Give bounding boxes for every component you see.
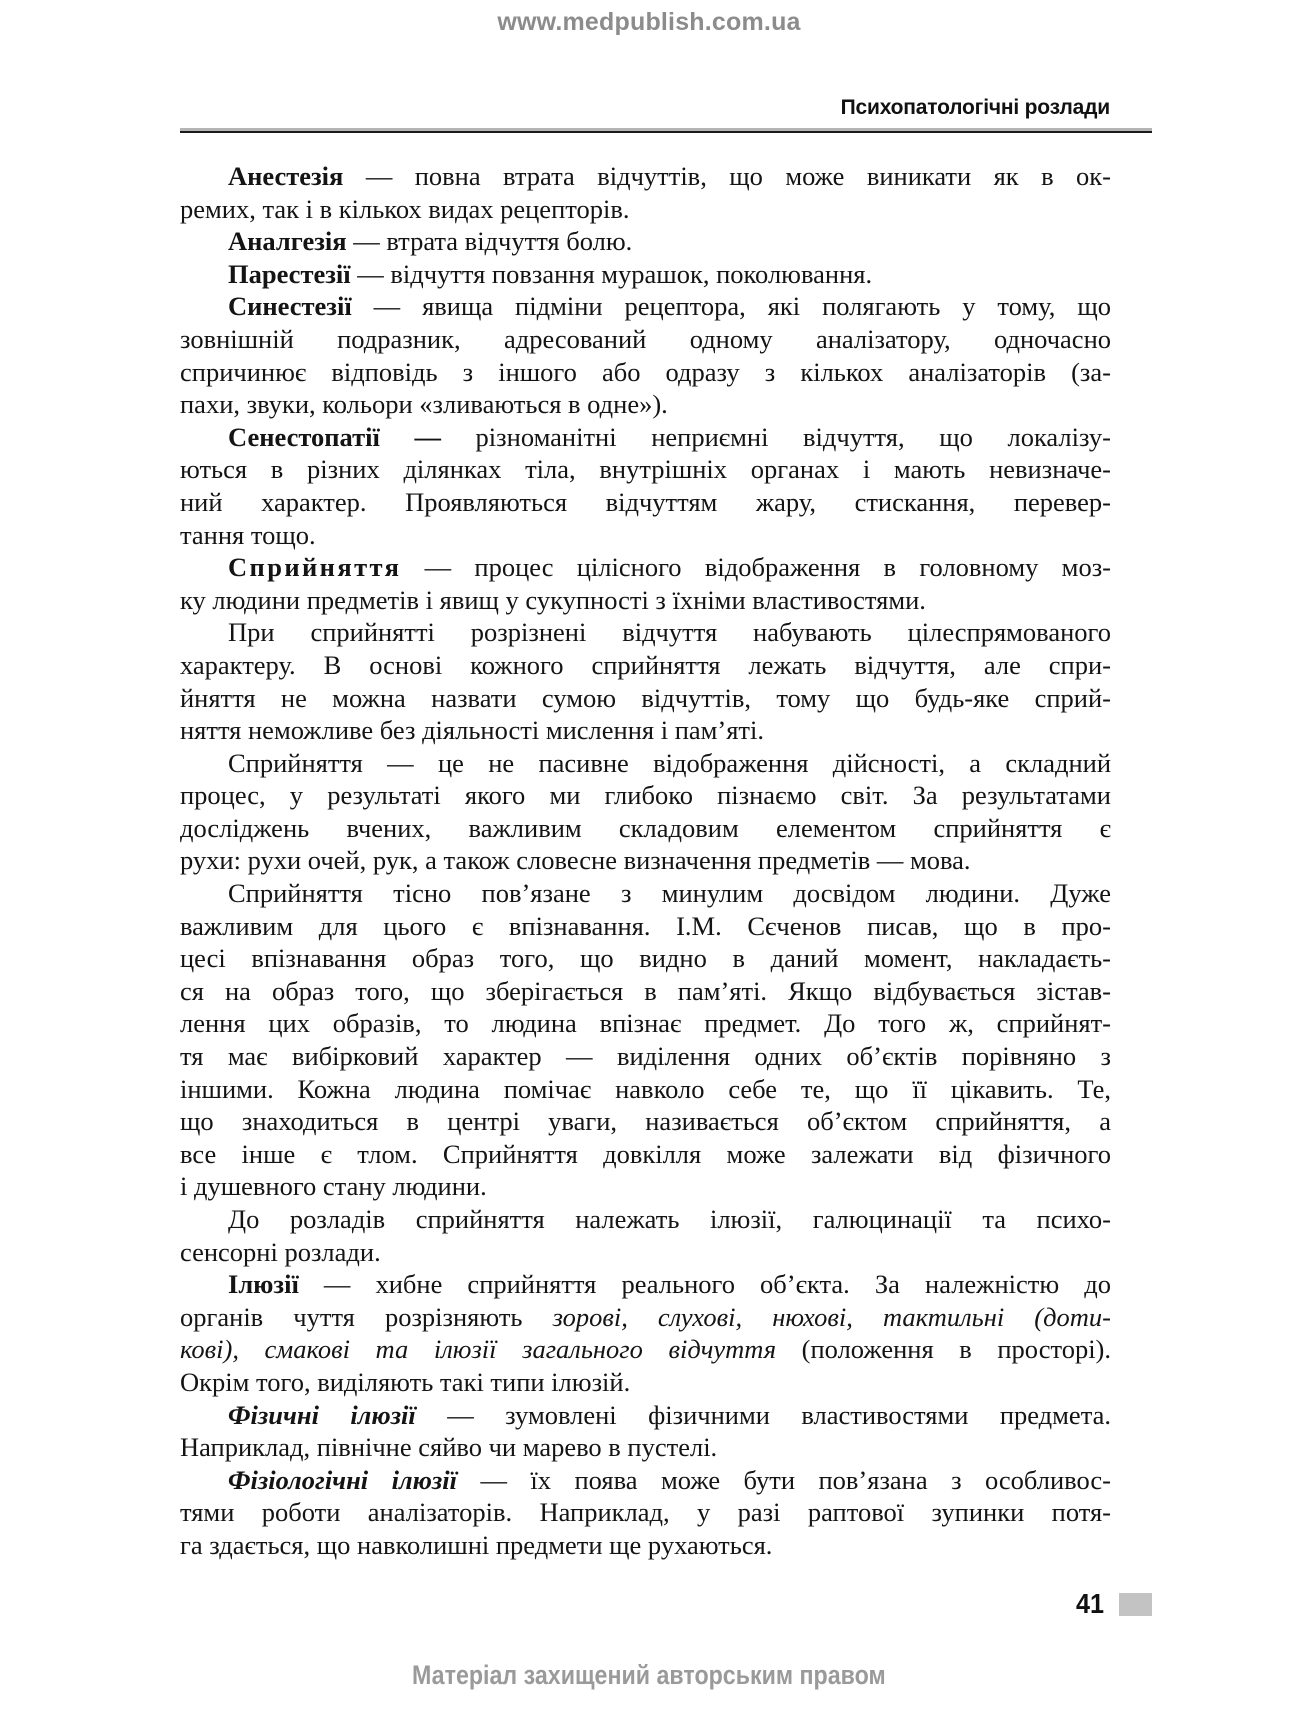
paragraph xyxy=(180,160,1111,225)
paragraph xyxy=(180,551,1111,616)
text-italic: зорові, слухові, нюхові, тактильні (доти- xyxy=(552,1301,1111,1332)
text-run: тя має вибірковий характер — виділення одних об’єктів порівняно з xyxy=(180,1041,1111,1072)
text-run: важливим для цього є впізнавання. І.М. Сєченов писав, що в про- xyxy=(180,910,1111,941)
text-line xyxy=(180,910,1111,943)
text-run: процес, у результаті якого ми глибоко пізнаємо світ. За результатами xyxy=(180,780,1111,811)
text-run: ються в різних ділянках тіла, внутрішніх органах і мають невизначе- xyxy=(180,454,1111,485)
text-line xyxy=(180,1333,1111,1366)
text-run: ся на образ того, що зберігається в пам’яті. Якщо відбувається зістав- xyxy=(180,975,1111,1006)
text-line xyxy=(180,486,1111,519)
text-run: різноманітні неприємні відчуття, що локалізу- xyxy=(440,421,1111,452)
text-line xyxy=(180,1529,1111,1562)
text-line xyxy=(180,1073,1111,1106)
text-line xyxy=(180,1366,1111,1399)
text-line xyxy=(180,388,1111,421)
text-run: рухи: рухи очей, рук, а також словесне визначення предметів — мова. xyxy=(180,845,971,876)
text-run: лення цих образів, то людина впізнає предмет. До того ж, сприйнят- xyxy=(180,1008,1111,1039)
text-line xyxy=(180,1138,1111,1171)
paragraph xyxy=(180,616,1111,746)
text-run: органів чуття розрізняють xyxy=(180,1301,553,1332)
text-line xyxy=(180,258,1111,291)
text-run: Сприйняття — це не пасивне відображення дійсності, а складний xyxy=(228,747,1111,778)
text-run: пахи, звуки, кольори «зливаються в одне»). xyxy=(180,389,668,420)
paragraph xyxy=(180,747,1111,877)
text-line xyxy=(180,747,1111,780)
text-line xyxy=(180,193,1111,226)
term-bold: Сенестопатії — xyxy=(228,421,441,452)
text-line xyxy=(180,714,1111,747)
text-line xyxy=(180,584,1111,617)
text-run: — повна втрата відчуттів, що може виникати як в ок- xyxy=(343,161,1111,191)
text-run: Окрім того, виділяють такі типи ілюзій. xyxy=(180,1366,631,1397)
text-line xyxy=(180,1496,1111,1529)
text-run: — процес цілісного відображення в головному моз- xyxy=(401,552,1111,583)
page-number: 41 xyxy=(1076,1588,1105,1619)
text-line xyxy=(180,975,1111,1008)
text-run: ку людини предметів і явищ у сукупності з їхніми властивостями. xyxy=(180,584,926,615)
text-run: і душевного стану людини. xyxy=(180,1171,487,1202)
text-run: При сприйнятті розрізнені відчуття набувають цілеспрямованого xyxy=(228,617,1111,648)
text-run: Сприйняття тісно пов’язане з минулим досвідом людини. Дуже xyxy=(228,878,1111,909)
text-line xyxy=(180,1268,1111,1301)
term-bold: Парестезії xyxy=(228,258,351,289)
text-line xyxy=(180,290,1111,323)
paragraph xyxy=(180,258,1111,291)
text-run: — втрата відчуття болю. xyxy=(346,226,633,257)
paragraph xyxy=(180,1464,1111,1562)
text-line xyxy=(180,1203,1111,1236)
text-run: — їх поява може бути пов’язана з особливос- xyxy=(457,1464,1111,1495)
text-line xyxy=(180,519,1111,552)
text-run: — явища підміни рецептора, які полягають у тому, що xyxy=(351,291,1111,322)
text-line xyxy=(180,649,1111,682)
paragraph xyxy=(180,290,1111,420)
text-line xyxy=(180,616,1111,649)
text-run: цесі впізнавання образ того, що видно в даний момент, накладаєть- xyxy=(180,943,1111,974)
term-bold: Анестезія xyxy=(228,161,344,191)
text-line xyxy=(180,1399,1111,1432)
text-run: зовнішній подразник, адресований одному аналізатору, одночасно xyxy=(180,323,1111,354)
running-head-title: Психопатологічні розлади xyxy=(840,96,1110,119)
text-line xyxy=(180,682,1111,715)
text-line xyxy=(180,877,1111,910)
text-run: що знаходиться в центрі уваги, називається об’єктом сприйняття, а xyxy=(180,1106,1111,1137)
text-run: До розладів сприйняття належать ілюзії, галюцинації та психо- xyxy=(228,1204,1111,1234)
header-rule xyxy=(180,128,1152,133)
text-line xyxy=(180,1236,1111,1269)
text-run: все інше є тлом. Сприйняття довкілля може залежати від фізичного xyxy=(180,1138,1111,1169)
paragraph xyxy=(180,421,1111,551)
text-run: Наприклад, північне сяйво чи марево в пустелі. xyxy=(180,1432,718,1463)
text-line xyxy=(180,453,1111,486)
text-line xyxy=(180,1464,1111,1497)
text-line xyxy=(180,942,1111,975)
text-line xyxy=(180,1170,1111,1203)
text-line xyxy=(180,812,1111,845)
term-bold-italic: Фізичні ілюзії xyxy=(228,1399,416,1430)
text-run: (положення в просторі). xyxy=(776,1334,1112,1365)
text-run: досліджень вчених, важливим складовим елементом сприйняття є xyxy=(180,812,1111,843)
text-run: іншими. Кожна людина помічає навколо себе те, що її цікавить. Те, xyxy=(180,1073,1111,1104)
term-bold: Синестезії xyxy=(228,291,352,322)
text-run: сенсорні розлади. xyxy=(180,1236,381,1267)
text-run: — хибне сприйняття реального об’єкта. За належністю до xyxy=(298,1269,1111,1300)
text-line xyxy=(180,421,1111,454)
text-line xyxy=(180,1007,1111,1040)
text-line xyxy=(180,1431,1111,1464)
text-run: характеру. В основі кожного сприйняття лежать відчуття, але спри- xyxy=(180,649,1111,680)
body-text xyxy=(180,160,1111,1562)
paragraph xyxy=(180,1203,1111,1268)
page-tab-marker xyxy=(1119,1593,1152,1616)
text-line xyxy=(180,551,1111,584)
paragraph xyxy=(180,1268,1111,1398)
term-bold: Ілюзії xyxy=(228,1269,299,1300)
text-line xyxy=(180,844,1111,877)
text-line xyxy=(180,356,1111,389)
text-line xyxy=(180,1040,1111,1073)
paragraph xyxy=(180,225,1111,258)
text-line xyxy=(180,1105,1111,1138)
text-run: няття неможливе без діяльності мислення і пам’яті. xyxy=(180,715,764,746)
term-bold: Аналгезія xyxy=(228,226,347,257)
text-run: — відчуття повзання мурашок, поколювання. xyxy=(350,258,873,289)
text-line xyxy=(180,225,1111,258)
text-line xyxy=(180,160,1111,193)
term-bold-italic: Фізіологічні ілюзії xyxy=(228,1464,457,1495)
text-line xyxy=(180,323,1111,356)
text-run: га здається, що навколишні предмети ще рухаються. xyxy=(180,1529,773,1560)
text-italic: кові), смакові та ілюзії загального відчуття xyxy=(180,1334,777,1365)
text-line xyxy=(180,1301,1111,1334)
paragraph xyxy=(180,1399,1111,1464)
text-run: тання тощо. xyxy=(180,519,316,550)
text-run: йняття не можна назвати сумою відчуттів, тому що будь-яке сприй- xyxy=(180,682,1111,713)
term-bold: Сприйняття xyxy=(228,552,402,583)
text-run: ний характер. Проявляються відчуттям жару, стискання, перевер- xyxy=(180,486,1111,517)
copyright-watermark: Матеріал захищений авторським правом xyxy=(412,1660,886,1690)
text-run: ремих, так і в кількох видах рецепторів. xyxy=(180,193,630,224)
text-line xyxy=(180,779,1111,812)
publisher-url-watermark: www.medpublish.com.ua xyxy=(497,8,801,36)
text-run: — зумовлені фізичними властивостями предмета. xyxy=(415,1399,1111,1430)
text-run: спричинює відповідь з іншого або одразу з кількох аналізаторів (за- xyxy=(180,356,1111,387)
text-run: тями роботи аналізаторів. Наприклад, у разі раптової зупинки потя- xyxy=(180,1497,1111,1528)
paragraph xyxy=(180,877,1111,1203)
